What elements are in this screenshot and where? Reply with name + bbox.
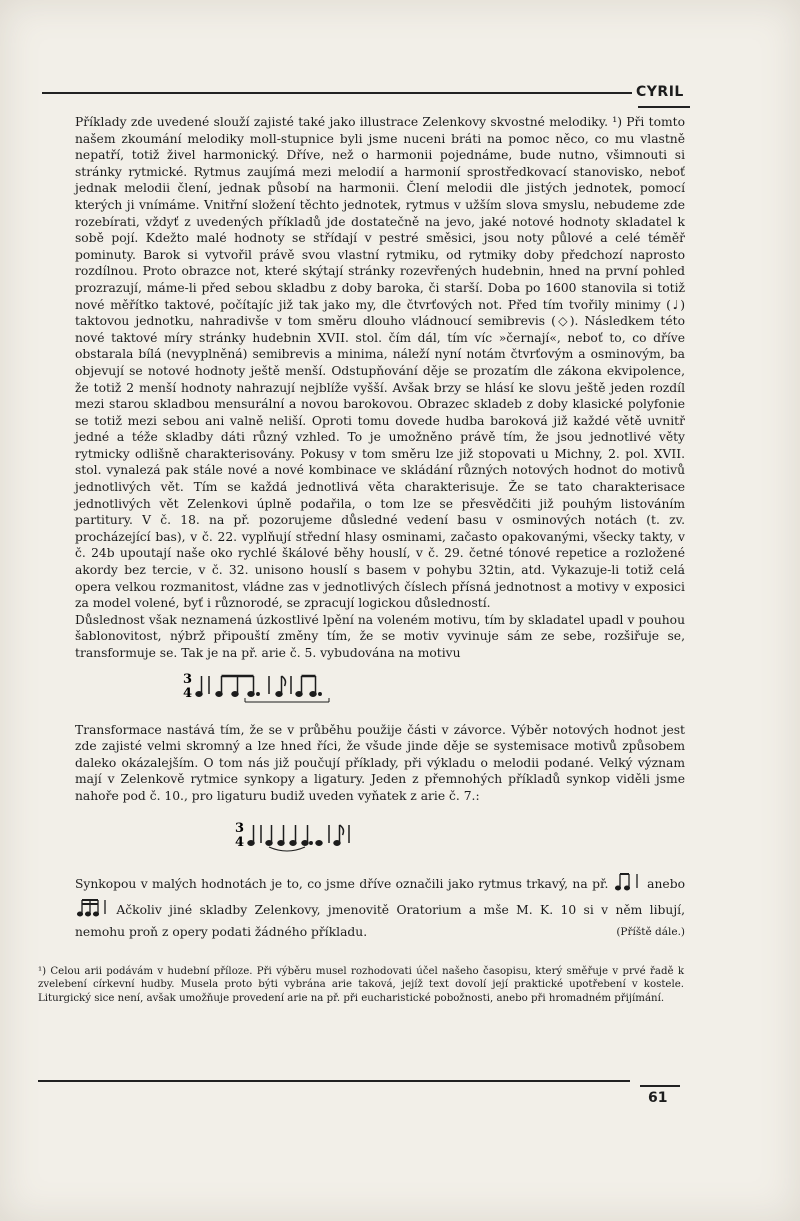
music-example-2	[75, 815, 685, 857]
syncope-example-2	[75, 897, 109, 924]
header-underline	[638, 106, 690, 108]
time-sig-top: 3	[235, 820, 245, 836]
header-title: CYRIL	[636, 84, 684, 100]
continued-note: (Příště dále.)	[616, 925, 685, 938]
time-sig-top: 3	[183, 671, 193, 687]
paragraph-3: Transformace nastává tím, že se v průběhu použije části v závorce. Výběr notových hodnot jest zde zajisté velmi skromný a lze hned říci, že všude jinde děje se systemisace motivů způsobem daleko okázalejším. O tom nás již poučují příklady, při výkladu o melodii podané. Velký význam mají v Zelenkově rytmice synkopy a ligatury. Jeden z přemnohých příkladů synkop viděli jsme nahoře pod č. 10., pro ligaturu budiž uveden vyňatek z arie č. 7.:	[75, 722, 685, 803]
music-example-1	[75, 666, 685, 710]
page-number: 61	[648, 1090, 668, 1106]
closing-sentence: Ačkoliv jiné skladby Zelenkovy, jmenovitě Oratorium a mše M. K. 10 si v něm libují, nemohu proň z opery podati žádného příkladu.	[75, 902, 685, 939]
music-notation-graphic-2	[75, 815, 375, 857]
time-sig-bottom: 4	[183, 685, 193, 701]
syncope-text: Synkopou v malých hodnotách je to, co jsme dříve označili jako rytmus trkavý, na př.	[75, 876, 609, 891]
article-body	[75, 114, 685, 940]
syncope-example-1	[613, 871, 643, 898]
paragraph-2: Důslednost však neznamená úzkostlivé lpění na voleném motivu, tím by skladatel upadl v pouhou šablonovitost, nýbrž připouští změny tím, že se motiv vyvinuje sám ze sebe, rozšiřuje se, transformuje se. Tak je na př. arie č. 5. vybudována na motivu	[75, 612, 685, 660]
time-sig-bottom: 4	[235, 834, 245, 850]
footnote: ¹) Celou arii podávám v hudební příloze. Při výběru musel rozhodovati účel našeho časopisu, který směřuje v prvé řadě k zvelebení církevní hudby. Musela proto býti vybrána arie taková, jejíž text dovolí její praktické upotřebení v kostele. Liturgický sice není, avšak umožňuje provedení arie na př. při eucharistické pobožnosti, anebo při hromadném přijímání.	[38, 966, 684, 1004]
footer-rule	[38, 1080, 630, 1082]
rhythm-figure-icon	[613, 871, 643, 893]
rhythm-figure-icon-2	[75, 897, 109, 919]
page-number-rule	[640, 1085, 680, 1087]
music-notation-graphic	[75, 666, 375, 710]
anebo-text: anebo	[647, 876, 685, 891]
paragraph-4	[75, 871, 685, 941]
paragraph-1: Příklady zde uvedené slouží zajisté také jako illustrace Zelenkovy skvostné melodiky. ¹) Při tomto našem zkoumání melodiky moll-stupnice byli jsme nuceni bráti na pomoc něco, co mu vlastně nepatří, totiž živel harmonický. Dříve, než o harmonii pojednáme, bude nutno, všimnouti si stránky rytmické. Rytmus zaujímá mezi melodií a harmonií sprostředkovací stanovisko, neboť jednak melodii člení, jednak působí na harmonii. Člení melodii dle jistých jednotek, pomocí kterých ji vnímáme. Vnitřní složení těchto jednotek, rytmus v užším slova smyslu, nebudeme zde rozebírati, vždyť z uvedených příkladů jde dostatečně na jevo, jaké notové hodnoty skladatel k sobě pojí. Kdežto malé hodnoty se střídají v pestré směsici, jsou noty půlové a celé téměř pominuty. Barok si vytvořil právě svou vlastní rytmiku, od rytmiky doby předchozí naprosto rozdílnou. Proto obrazce not, které skýtají stránky rozevřených hudebnin, hned na první pohled prozrazují, máme-li před sebou skladbu z doby baroka, či starší. Doba po 1600 stanovila si totiž nové měřítko taktové, počítajíc již tak jako my, dle čtvrťových not. Před tím tvořily minimy (♩) taktovou jednotku, nahradivše v tom směru dlouho vládnoucí semibrevis (◇). Následkem této nové taktové míry stránky hudebnin XVII. stol. čím dál, tím víc »černají«, neboť to, co dříve obstarala bílá (nevyplněná) semibrevis a minima, náleží nyní notám čtvrťovým a osminovým, ba objevují se notové hodnoty ještě menší. Odstupňování děje se prozatím dle zákona ekvipolence, že totiž 2 menší hodnoty nahrazují nejblíže vyšší. Avšak brzy se hlásí ke slovu ještě jeden rozdíl mezi starou skladbou mensurální a novou barokovou. Obrazec skladeb z doby klasické polyfonie se totiž mezi sebou ani valně neliší. Oproti tomu dovede hudba baroková již každé větě uvnitř jedné a téže skladby dáti různý vzhled. To je umožněno právě tím, že jsou jednotlivé věty rytmicky odlišně charakterisovány. Pokusy v tom směru lze již stopovati u Michny, 2. pol. XVII. stol. vynalezá pak stále nové a nové kombinace ve skládání různých notových hodnot do motivů jednotlivých vět. Tím se každá jednotlivá věta charakterisuje. Že se tato charakterisace jednotlivých vět Zelenkovi úplně podařila, o tom lze se přesvědčiti již pouhým listováním partitury. V č. 18. na př. pozorujeme důsledné vedení basu v osminových notách (t. zv. procházející bas), v č. 22. vyplňují střední hlasy osminami, začasto opakovanými, všecky takty, v č. 24b upoutají naše oko rychlé škálové běhy houslí, v č. 29. četné tónové repetice a rozložené akordy bez tercie, v č. 32. unisono houslí s basem v pohybu 32tin, atd. Vykazuje-li totiž celá opera velkou rozmanitost, vládne zas v jednotlivých číslech přísná jednotnost a motivy v exposici za model volené, byť i různorodé, se zpracují logickou důsledností.	[75, 115, 685, 611]
header-rule	[42, 92, 632, 94]
